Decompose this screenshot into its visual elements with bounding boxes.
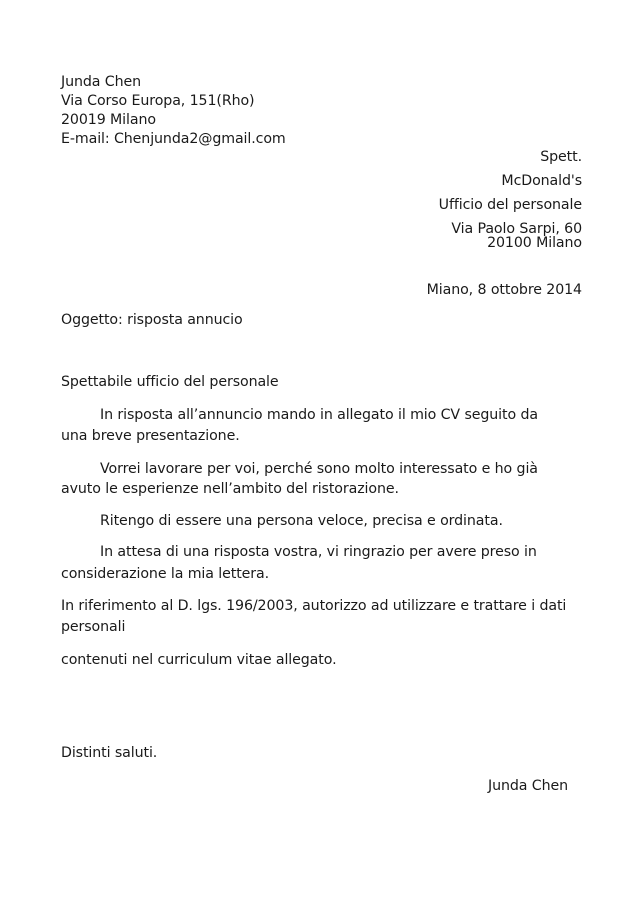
sender-city: 20019 Milano xyxy=(61,112,156,128)
sender-email: E-mail: Chenjunda2@gmail.com xyxy=(61,131,286,147)
privacy-note-line-1: In riferimento al D. lgs. 196/2003, autorizzo ad utilizzare e trattare i dati xyxy=(61,598,567,614)
recipient-office: Ufficio del personale xyxy=(438,197,582,213)
body-paragraph-2-line-2: avuto le esperienze nell’ambito del ristorazione. xyxy=(61,481,399,497)
letter-date: Miano, 8 ottobre 2014 xyxy=(426,282,582,298)
recipient-company: McDonald's xyxy=(501,173,582,189)
letter-closing: Distinti saluti. xyxy=(61,745,158,761)
body-paragraph-3-line-1: Ritengo di essere una persona veloce, precisa e ordinata. xyxy=(100,513,503,529)
body-paragraph-1-line-1: In risposta all’annuncio mando in allegato il mio CV seguito da xyxy=(100,407,538,423)
sender-address: Via Corso Europa, 151(Rho) xyxy=(61,93,255,109)
body-paragraph-4-line-1: In attesa di una risposta vostra, vi ringrazio per avere preso in xyxy=(100,544,537,560)
letter-greeting: Spettabile ufficio del personale xyxy=(61,374,279,390)
body-paragraph-2-line-1: Vorrei lavorare per voi, perché sono molto interessato e ho già xyxy=(100,461,538,477)
sender-name: Junda Chen xyxy=(61,74,141,90)
privacy-note-line-3: contenuti nel curriculum vitae allegato. xyxy=(61,652,337,668)
letter-subject: Oggetto: risposta annucio xyxy=(61,312,243,328)
recipient-street: Via Paolo Sarpi, 60 xyxy=(451,221,582,237)
recipient-city: 20100 Milano xyxy=(487,235,582,251)
letter-signature: Junda Chen xyxy=(488,778,568,794)
recipient-salutation: Spett. xyxy=(540,149,582,165)
privacy-note-line-2: personali xyxy=(61,619,126,635)
body-paragraph-4-line-2: considerazione la mia lettera. xyxy=(61,566,270,582)
body-paragraph-1-line-2: una breve presentazione. xyxy=(61,428,240,444)
